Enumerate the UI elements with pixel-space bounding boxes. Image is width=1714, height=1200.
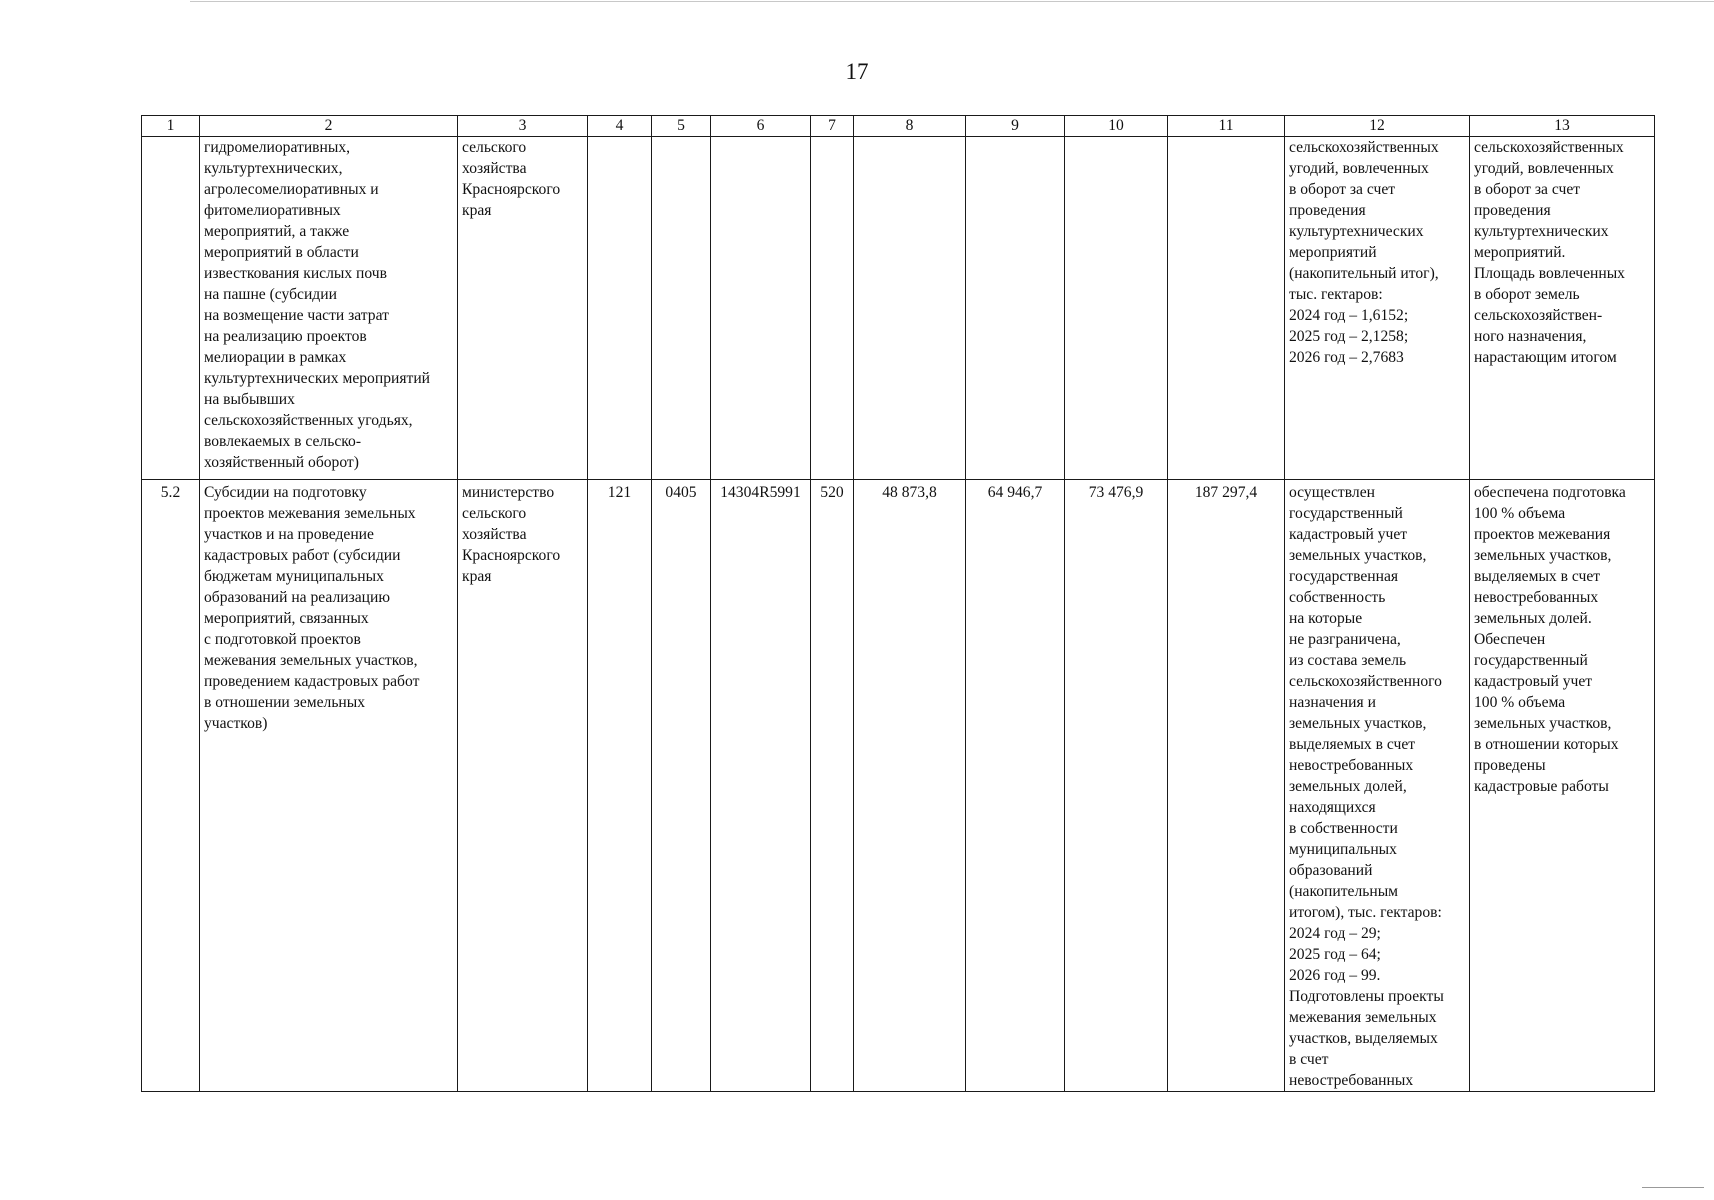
executor (458, 480, 588, 1092)
column-header: 9 (966, 116, 1065, 137)
text-line: фитомелиоративных (204, 202, 341, 219)
expected-result (1285, 137, 1470, 480)
text-line: проектов межевания земельных (204, 505, 416, 522)
row-number (142, 137, 200, 480)
text-line: межевания земельных участков, (204, 652, 418, 669)
text-line: 100 % объема (1474, 694, 1566, 711)
text-line: проектов межевания (1474, 526, 1611, 543)
text-line: мероприятий, а также (204, 223, 350, 240)
text-line: из состава земель (1289, 652, 1407, 669)
column-header: 12 (1285, 116, 1470, 137)
amount-total (1168, 137, 1285, 480)
amount-2026: 73 476,9 (1065, 480, 1168, 1092)
scan-edge-bottom (1642, 1187, 1704, 1188)
text-line: в счет (1289, 1051, 1329, 1068)
text-line: государственная (1289, 568, 1399, 585)
text-line: межевания земельных (1289, 1009, 1437, 1026)
column-header: 8 (854, 116, 966, 137)
text-line: в оборот земель (1474, 286, 1580, 303)
amount-2026 (1065, 137, 1168, 480)
text-line: нарастающим итогом (1474, 349, 1617, 366)
text-line: земельных долей. (1474, 610, 1592, 627)
text-line: невостребованных (1289, 757, 1414, 774)
text-line: (накопительным (1289, 883, 1399, 900)
column-header: 11 (1168, 116, 1285, 137)
text-line: 2026 год – 2,7683 (1289, 349, 1404, 366)
code-section: 0405 (652, 480, 711, 1092)
text-line: образований (1289, 862, 1373, 879)
text-line: хозяйства (462, 526, 527, 543)
text-line: находящихся (1289, 799, 1376, 816)
code-target-article (711, 137, 811, 480)
text-line: участков) (204, 715, 268, 732)
text-line: 2025 год – 64; (1289, 946, 1381, 963)
text-line: мероприятий. (1474, 244, 1566, 261)
amount-2025 (966, 137, 1065, 480)
text-line: угодий, вовлеченных (1474, 160, 1614, 177)
text-line: невостребованных (1289, 1072, 1414, 1089)
text-line: не разграничена, (1289, 631, 1401, 648)
column-header: 3 (458, 116, 588, 137)
text-line: на пашне (субсидии (204, 286, 337, 303)
text-line: осуществлен (1289, 484, 1375, 501)
text-line: гидромелиоративных, (204, 139, 351, 156)
text-line: земельных участков, (1289, 715, 1427, 732)
measures-table (141, 115, 1655, 1092)
text-line: кадастровых работ (субсидии (204, 547, 401, 564)
text-line: в оборот за счет (1474, 181, 1581, 198)
text-line: угодий, вовлеченных (1289, 160, 1429, 177)
text-line: агролесомелиоративных и (204, 181, 379, 198)
text-line: невостребованных (1474, 589, 1599, 606)
text-line: 100 % объема (1474, 505, 1566, 522)
text-line: сельскохозяйственных (1474, 139, 1624, 156)
text-line: обеспечена подготовка (1474, 484, 1626, 501)
text-line: с подготовкой проектов (204, 631, 361, 648)
text-line: хозяйственный оборот) (204, 454, 359, 471)
text-line: кадастровый учет (1474, 673, 1593, 690)
text-line: государственный (1474, 652, 1588, 669)
text-line: Обеспечен (1474, 631, 1546, 648)
text-line: кадастровые работы (1474, 778, 1609, 795)
text-line: министерство (462, 484, 555, 501)
row-number: 5.2 (142, 480, 200, 1092)
text-line: края (462, 568, 492, 585)
text-line: бюджетам муниципальных (204, 568, 384, 585)
table-row (142, 480, 1655, 1092)
code-expense-type (811, 137, 854, 480)
text-line: 2024 год – 1,6152; (1289, 307, 1409, 324)
text-line: на выбывших (204, 391, 295, 408)
code-section (652, 137, 711, 480)
text-line: в отношении которых (1474, 736, 1619, 753)
text-line: на которые (1289, 610, 1363, 627)
column-header: 5 (652, 116, 711, 137)
text-line: кадастровый учет (1289, 526, 1408, 543)
text-line: в собственности (1289, 820, 1398, 837)
text-line: сельского (462, 139, 527, 156)
impact-indicator (1470, 137, 1655, 480)
column-header: 4 (588, 116, 652, 137)
text-line: собственность (1289, 589, 1386, 606)
executor (458, 137, 588, 480)
text-line: назначения и (1289, 694, 1376, 711)
measure-description (200, 137, 458, 480)
code-target-article: 14304R5991 (711, 480, 811, 1092)
text-line: хозяйства (462, 160, 527, 177)
text-line: сельскохозяйственных (1289, 139, 1439, 156)
text-line: земельных участков, (1474, 547, 1612, 564)
column-header: 13 (1470, 116, 1655, 137)
text-line: проведения (1474, 202, 1551, 219)
code-grbs (588, 137, 652, 480)
text-line: Площадь вовлеченных (1474, 265, 1625, 282)
text-line: культуртехнических (1474, 223, 1609, 240)
impact-indicator (1470, 480, 1655, 1092)
text-line: Подготовлены проекты (1289, 988, 1444, 1005)
text-line: Субсидии на подготовку (204, 484, 367, 501)
text-line: в отношении земельных (204, 694, 366, 711)
text-line: государственный (1289, 505, 1403, 522)
text-line: Красноярского (462, 181, 561, 198)
text-line: в оборот за счет (1289, 181, 1396, 198)
text-line: мероприятий (1289, 244, 1377, 261)
amount-2024: 48 873,8 (854, 480, 966, 1092)
measure-description (200, 480, 458, 1092)
text-line: вовлекаемых в сельско- (204, 433, 362, 450)
text-line: участков и на проведение (204, 526, 374, 543)
text-line: сельскохозяйственных угодьях, (204, 412, 413, 429)
amount-2025: 64 946,7 (966, 480, 1065, 1092)
text-line: края (462, 202, 492, 219)
text-line: (накопительный итог), (1289, 265, 1439, 282)
text-line: проведением кадастровых работ (204, 673, 420, 690)
text-line: 2025 год – 2,1258; (1289, 328, 1409, 345)
text-line: проведения (1289, 202, 1366, 219)
page-number: 17 (845, 59, 869, 84)
code-expense-type: 520 (811, 480, 854, 1092)
column-header: 10 (1065, 116, 1168, 137)
column-header: 6 (711, 116, 811, 137)
column-number-row (142, 116, 1655, 137)
text-line: 2024 год – 29; (1289, 925, 1381, 942)
text-line: на возмещение части затрат (204, 307, 389, 324)
text-line: выделяемых в счет (1474, 568, 1601, 585)
text-line: земельных участков, (1474, 715, 1612, 732)
text-line: Красноярского (462, 547, 561, 564)
text-line: мероприятий в области (204, 244, 359, 261)
text-line: итогом), тыс. гектаров: (1289, 904, 1442, 921)
column-header: 2 (200, 116, 458, 137)
column-header: 1 (142, 116, 200, 137)
text-line: ного назначения, (1474, 328, 1587, 345)
text-line: земельных участков, (1289, 547, 1427, 564)
amount-total: 187 297,4 (1168, 480, 1285, 1092)
text-line: сельского (462, 505, 527, 522)
text-line: тыс. гектаров: (1289, 286, 1383, 303)
code-grbs: 121 (588, 480, 652, 1092)
text-line: культуртехнических мероприятий (204, 370, 431, 387)
text-line: на реализацию проектов (204, 328, 367, 345)
text-line: проведены (1474, 757, 1546, 774)
scan-edge-top (190, 1, 1714, 2)
text-line: выделяемых в счет (1289, 736, 1416, 753)
text-line: земельных долей, (1289, 778, 1407, 795)
text-line: образований на реализацию (204, 589, 391, 606)
table-row (142, 137, 1655, 480)
text-line: культуртехнических (1289, 223, 1424, 240)
text-line: мелиорации в рамках (204, 349, 347, 366)
text-line: мероприятий, связанных (204, 610, 369, 627)
text-line: участков, выделяемых (1289, 1030, 1438, 1047)
text-line: сельскохозяйствен- (1474, 307, 1603, 324)
amount-2024 (854, 137, 966, 480)
text-line: культуртехнических, (204, 160, 343, 177)
column-header: 7 (811, 116, 854, 137)
expected-result (1285, 480, 1470, 1092)
text-line: 2026 год – 99. (1289, 967, 1381, 984)
text-line: муниципальных (1289, 841, 1397, 858)
text-line: известкования кислых почв (204, 265, 387, 282)
text-line: сельскохозяйственного (1289, 673, 1442, 690)
